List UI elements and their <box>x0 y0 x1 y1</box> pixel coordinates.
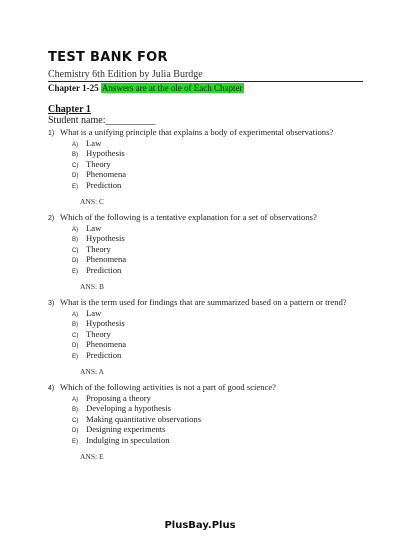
option-letter: E) <box>72 438 78 445</box>
option-letter: E) <box>72 183 78 190</box>
option-a <box>48 393 368 403</box>
option-letter: A) <box>72 312 78 318</box>
option-text: Designing experiments <box>86 424 166 435</box>
option-letter: D) <box>72 343 79 350</box>
option-b <box>48 318 368 328</box>
option-text: Indulging in speculation <box>86 434 170 445</box>
option-letter: B) <box>72 152 78 159</box>
option-e <box>48 265 368 275</box>
option-b <box>48 233 368 243</box>
answer-key: ANS: E <box>80 451 104 461</box>
option-text: Prediction <box>86 349 122 360</box>
document-title: TEST BANK FOR <box>48 50 168 65</box>
option-d <box>48 254 368 264</box>
option-c <box>48 329 368 339</box>
chapter-heading: Chapter 1 <box>48 104 91 115</box>
option-text: Theory <box>86 328 111 339</box>
answer-key: ANS: B <box>80 281 104 291</box>
question-4 <box>48 382 368 462</box>
question-number: 3) <box>48 300 55 307</box>
option-b <box>48 403 368 413</box>
option-letter: D) <box>72 173 79 180</box>
option-b <box>48 148 368 158</box>
option-letter: C) <box>72 417 79 424</box>
option-letter: C) <box>72 162 79 169</box>
option-e <box>48 180 368 190</box>
option-letter: A) <box>72 142 78 148</box>
chapter-range: Chapter 1-25 <box>48 83 99 93</box>
option-e <box>48 350 368 360</box>
question-text: Which of the following activities is not a part of good science? <box>60 382 276 392</box>
option-letter: C) <box>72 332 79 339</box>
question-3 <box>48 297 368 377</box>
option-letter: C) <box>72 247 79 254</box>
option-letter: E) <box>72 268 78 275</box>
option-text: Proposing a theory <box>86 393 151 403</box>
question-number: 1) <box>48 130 55 137</box>
question-text: What is the term used for findings that are summarized based on a pattern or trend? <box>60 297 347 307</box>
title-divider <box>48 81 363 82</box>
option-letter: B) <box>72 407 78 414</box>
chapter-range-line <box>48 83 244 93</box>
option-text: Law <box>86 308 102 318</box>
option-d <box>48 339 368 349</box>
question-number: 2) <box>48 215 55 222</box>
option-text: Phenomena <box>86 254 127 265</box>
option-letter: A) <box>72 227 78 233</box>
student-name-label: Student name:__________ <box>48 115 156 126</box>
option-text: Making quantitative observations <box>86 413 202 424</box>
option-c <box>48 159 368 169</box>
option-letter: E) <box>72 353 78 360</box>
option-letter: B) <box>72 322 78 329</box>
footer-watermark: PlusBay.Plus <box>164 520 236 531</box>
option-a <box>48 223 368 233</box>
question-text: What is a unifying principle that explains a body of experimental observations? <box>60 127 334 137</box>
answer-key: ANS: C <box>80 196 104 206</box>
question-1 <box>48 127 368 207</box>
option-text: Theory <box>86 158 111 169</box>
option-text: Hypothesis <box>86 233 125 244</box>
option-e <box>48 435 368 445</box>
option-text: Phenomena <box>86 169 127 180</box>
option-text: Prediction <box>86 179 122 190</box>
option-letter: D) <box>72 428 79 435</box>
option-c <box>48 244 368 254</box>
option-a <box>48 308 368 318</box>
option-letter: B) <box>72 237 78 244</box>
option-text: Hypothesis <box>86 318 125 329</box>
option-text: Developing a hypothesis <box>86 403 171 414</box>
option-text: Prediction <box>86 264 122 275</box>
question-text: Which of the following is a tentative explanation for a set of observations? <box>60 212 317 222</box>
option-a <box>48 138 368 148</box>
option-d <box>48 424 368 434</box>
book-subtitle: Chemistry 6th Edition by Julia Burdge <box>48 69 203 80</box>
option-d <box>48 169 368 179</box>
answers-note-highlight: Answers are at the ole of Each Chapter <box>101 83 243 93</box>
option-text: Law <box>86 223 102 233</box>
option-text: Law <box>86 138 102 148</box>
option-letter: A) <box>72 397 78 403</box>
question-number: 4) <box>48 385 55 392</box>
option-text: Hypothesis <box>86 148 125 159</box>
option-text: Theory <box>86 243 111 254</box>
option-letter: D) <box>72 258 79 265</box>
question-2 <box>48 212 368 292</box>
answer-key: ANS: A <box>80 366 104 376</box>
option-c <box>48 414 368 424</box>
option-text: Phenomena <box>86 339 127 350</box>
